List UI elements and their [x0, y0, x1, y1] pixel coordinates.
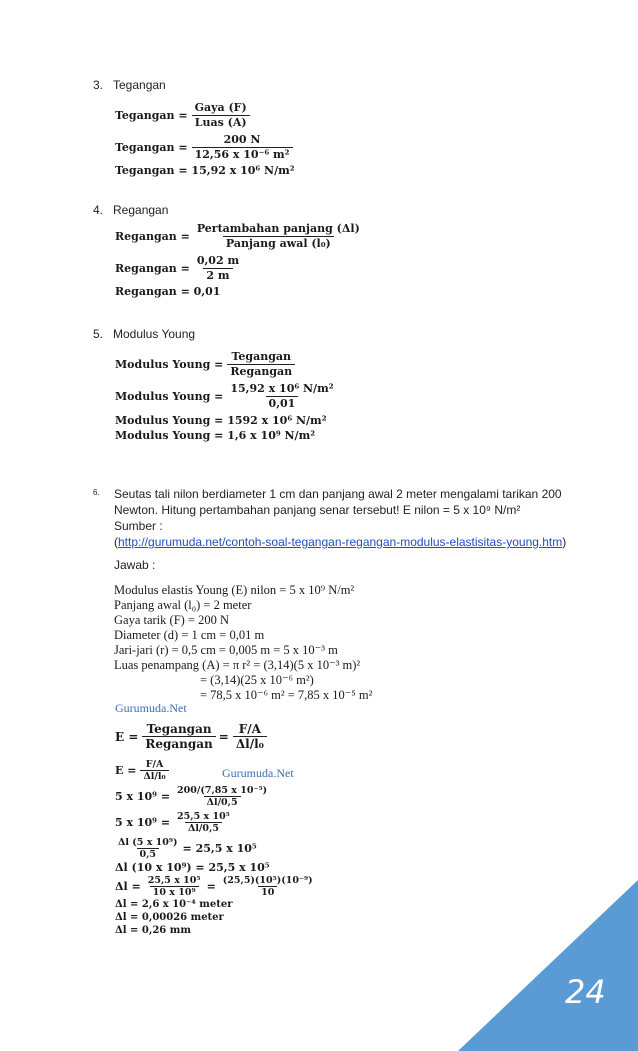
- numerator: 25,5 x 10⁵: [177, 811, 230, 822]
- fraction: [115, 837, 181, 860]
- source-link-line: (http://gurumuda.net/contoh-soal-tegangan-regangan-modulus-elastisitas-young.htm): [114, 535, 567, 549]
- fraction: [174, 811, 233, 834]
- fraction: [227, 350, 295, 379]
- answer-label: Jawab :: [114, 558, 156, 572]
- given-line: = 78,5 x 10⁻⁶ m² = 7,85 x 10⁻⁵ m²: [200, 688, 373, 702]
- fraction: [174, 785, 270, 808]
- section-title: Tegangan: [113, 78, 166, 92]
- denominator: Luas (A): [192, 115, 250, 130]
- fraction: [145, 875, 204, 898]
- fraction: [194, 254, 242, 283]
- section-number: 6.: [93, 488, 100, 497]
- equation-line: [115, 382, 337, 411]
- section-3-heading: [93, 78, 166, 92]
- section-4-heading: [93, 203, 168, 217]
- page-corner-decoration: [458, 880, 638, 1051]
- denominator: 10 x 10⁹: [150, 886, 199, 898]
- equation-lhs: E =: [115, 729, 139, 744]
- numerator: Gaya (F): [194, 101, 247, 114]
- fraction: [140, 759, 168, 782]
- equation-line: Modulus Young = 1,6 x 10⁹ N/m²: [115, 429, 316, 442]
- given-line: Jari-jari (r) = 0,5 cm = 0,005 m = 5 x 10⁻³ m: [114, 643, 338, 657]
- equation-line: Δl = 0,26 mm: [115, 925, 191, 936]
- equation-line: Modulus Young = 1592 x 10⁶ N/m²: [115, 414, 327, 427]
- denominator: Δl/0,5: [185, 822, 222, 834]
- source-link[interactable]: http://gurumuda.net/contoh-soal-tegangan-regangan-modulus-elastisitas-young.htm: [118, 535, 563, 549]
- numerator: Δl (5 x 10⁹): [118, 837, 178, 848]
- equation-lhs: Δl =: [115, 880, 141, 893]
- numerator: (25,5)(10⁵)(10⁻⁹): [222, 875, 313, 886]
- section-number: 4.: [93, 203, 104, 217]
- section-5-heading: [93, 327, 195, 341]
- fraction: [142, 722, 215, 751]
- calculation-block: [115, 722, 316, 937]
- equation-lhs: Modulus Young =: [115, 390, 224, 403]
- equation-lhs: Regangan =: [115, 262, 190, 275]
- denominator: Panjang awal (l₀): [223, 236, 334, 251]
- equation-line: [115, 254, 363, 283]
- given-line: Panjang awal (l₀) = 2 meter: [114, 598, 252, 612]
- problem-line: Seutas tali nilon berdiameter 1 cm dan panjang awal 2 meter mengalami tarikan 200: [114, 487, 562, 501]
- problem-line: Newton. Hitung pertambahan panjang senar tersebut! E nilon = 5 x 10⁹ N/m²: [114, 503, 521, 517]
- equation-lhs: 5 x 10⁹ =: [115, 816, 171, 829]
- equation-line: [115, 837, 316, 860]
- numerator: F/A: [238, 722, 261, 736]
- section-title: Modulus Young: [113, 327, 196, 341]
- equation-line: [115, 101, 295, 130]
- denominator: Regangan: [227, 364, 295, 379]
- numerator: 25,5 x 10⁵: [147, 875, 201, 886]
- denominator: Regangan: [142, 736, 215, 751]
- equation-line: Δl = 0,00026 meter: [115, 912, 224, 923]
- fraction: [192, 101, 250, 130]
- equation-line: Δl = 2,6 x 10⁻⁴ meter: [115, 899, 233, 910]
- denominator: 12,56 x 10⁻⁶ m²: [192, 147, 293, 162]
- section-title: Regangan: [113, 203, 169, 217]
- denominator: 10: [258, 886, 277, 898]
- equation-line: [115, 133, 295, 162]
- page-number: 24: [565, 973, 606, 1011]
- numerator: Tegangan: [231, 350, 292, 363]
- fraction: [192, 133, 293, 162]
- equation-line: Tegangan = 15,92 x 10⁶ N/m²: [115, 164, 295, 177]
- fraction: [220, 875, 316, 898]
- tegangan-formula: [115, 101, 295, 177]
- regangan-formula: [115, 222, 363, 298]
- denominator: Δl/0,5: [204, 796, 241, 808]
- equation-lhs: E =: [115, 764, 137, 777]
- denominator: Δl/l₀: [140, 770, 168, 782]
- equals-sign: =: [218, 729, 229, 744]
- numerator: Pertambahan panjang (Δl): [196, 222, 360, 235]
- equation-line: [115, 222, 363, 251]
- given-line: Gaya tarik (F) = 200 N: [114, 613, 230, 627]
- equation-line: Δl (10 x 10⁹) = 25,5 x 10⁵: [115, 861, 270, 874]
- equation-lhs: Tegangan =: [115, 141, 188, 154]
- denominator: Δl/l₀: [233, 736, 267, 751]
- given-values: [114, 583, 372, 703]
- corner-triangle: [458, 880, 638, 1051]
- equation-lhs: Modulus Young =: [115, 358, 224, 371]
- denominator: 0,01: [266, 396, 299, 411]
- equation-line: [115, 785, 316, 808]
- fraction: [233, 722, 267, 751]
- denominator: 0,5: [137, 848, 160, 860]
- equals-sign: =: [206, 880, 216, 893]
- watermark: Gurumuda.Net: [115, 701, 187, 715]
- equation-lhs: Tegangan =: [115, 109, 188, 122]
- equation-lhs: 5 x 10⁹ =: [115, 790, 171, 803]
- equation-rhs: = 25,5 x 10⁵: [182, 842, 257, 855]
- equation-line: [115, 811, 316, 834]
- equation-line: [115, 875, 316, 898]
- source-label: Sumber :: [114, 519, 163, 533]
- given-line: Luas penampang (A) = π r² = (3,14)(5 x 10⁻³ m)²: [114, 658, 361, 672]
- given-line: Modulus elastis Young (E) nilon = 5 x 10⁹ N/m²: [114, 583, 355, 597]
- modulus-young-formula: [115, 350, 337, 442]
- section-number: 5.: [93, 327, 104, 341]
- section-number: 3.: [93, 78, 104, 92]
- numerator: 15,92 x 10⁶ N/m²: [230, 382, 334, 395]
- equation-line: [115, 722, 316, 751]
- numerator: 200 N: [223, 133, 261, 146]
- numerator: F/A: [145, 759, 164, 770]
- fraction: [194, 222, 363, 251]
- denominator: 2 m: [203, 268, 232, 283]
- watermark: Gurumuda.Net: [222, 766, 294, 780]
- equation-line: [115, 350, 337, 379]
- equation-lhs: Regangan =: [115, 230, 190, 243]
- numerator: 0,02 m: [196, 254, 240, 267]
- numerator: Tegangan: [146, 722, 212, 736]
- fraction: [227, 382, 336, 411]
- given-line: Diameter (d) = 1 cm = 0,01 m: [114, 628, 265, 642]
- numerator: 200/(7,85 x 10⁻⁵): [177, 785, 268, 796]
- problem-statement: [114, 486, 566, 573]
- equation-line: Regangan = 0,01: [115, 285, 221, 298]
- given-line: = (3,14)(25 x 10⁻⁶ m²): [200, 673, 314, 687]
